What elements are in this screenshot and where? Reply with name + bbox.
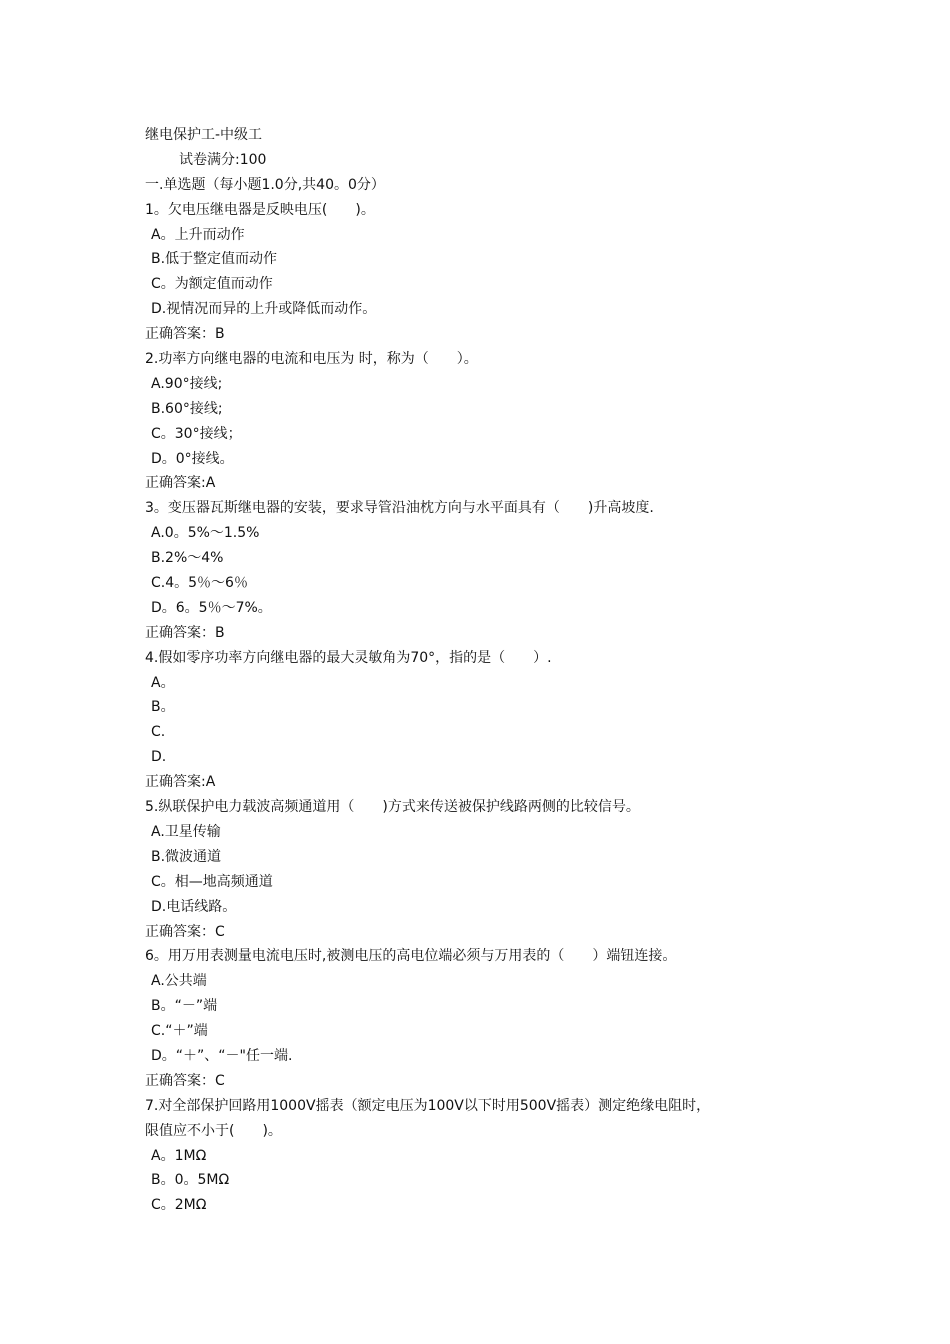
option-d: D。0°接线。 [151,450,234,467]
correct-answer: 正确答案:A [145,475,216,492]
option-d: D.视情况而异的上升或降低而动作。 [151,301,377,318]
option-d: D. [151,749,167,766]
option-b: B.低于整定值而动作 [151,251,278,268]
option-c: C. [151,724,166,741]
option-a: A.0。5%～1.5% [151,525,260,542]
option-d: D。6。5％～7%。 [151,599,272,616]
correct-answer: 正确答案：B [145,326,225,343]
question-stem: 1。欠电压继电器是反映电压( )。 [145,201,375,218]
option-c: C.4。5％～6％ [151,575,248,592]
option-d: D。“＋”、“－"任一端. [151,1047,293,1064]
option-a: A。上升而动作 [151,226,245,243]
question-stem: 4.假如零序功率方向继电器的最大灵敏角为70°，指的是（ ）. [145,649,552,666]
document-body [145,123,835,1218]
option-b: B.2%～4% [151,550,224,567]
option-b: B。 [151,699,175,716]
option-a: A.公共端 [151,973,207,990]
option-c: C.“＋”端 [151,1023,208,1040]
option-b: B。0。5MΩ [151,1172,230,1189]
option-a: A。 [151,674,175,691]
option-c: C。30°接线； [151,425,242,442]
full-score: 试卷满分:100 [179,151,267,168]
correct-answer: 正确答案：C [145,923,225,940]
question-stem: 6。用万用表测量电流电压时,被测电压的高电位端必须与万用表的（ ）端钮连接。 [145,948,677,965]
option-d: D.电话线路。 [151,898,237,915]
option-b: B.60°接线; [151,400,223,417]
correct-answer: 正确答案:A [145,774,216,791]
option-b: B.微波通道 [151,848,222,865]
option-a: A。1MΩ [151,1147,207,1164]
section-heading: 一.单选题（每小题1.0分,共40。0分） [145,176,385,193]
option-c: C。为额定值而动作 [151,276,273,293]
question-stem: 2.功率方向继电器的电流和电压为 时，称为（ ）。 [145,351,478,368]
correct-answer: 正确答案：C [145,1072,225,1089]
option-b: B。“－”端 [151,998,218,1015]
option-a: A.卫星传输 [151,823,221,840]
correct-answer: 正确答案：B [145,624,225,641]
option-c: C。相—地高频通道 [151,873,273,890]
question-stem: 7.对全部保护回路用1000V摇表（额定电压为100V以下时用500V摇表）测定绝缘电阻时， [145,1097,711,1114]
document-title: 继电保护工-中级工 [145,127,263,143]
question-stem-continued: 限值应不小于( )。 [145,1122,282,1139]
option-c: C。2MΩ [151,1197,207,1214]
option-a: A.90°接线; [151,375,223,392]
question-stem: 3。变压器瓦斯继电器的安装，要求导管沿油枕方向与水平面具有（ )升高坡度. [145,500,654,517]
question-stem: 5.纵联保护电力载波高频通道用（ )方式来传送被保护线路两侧的比较信号。 [145,799,640,816]
